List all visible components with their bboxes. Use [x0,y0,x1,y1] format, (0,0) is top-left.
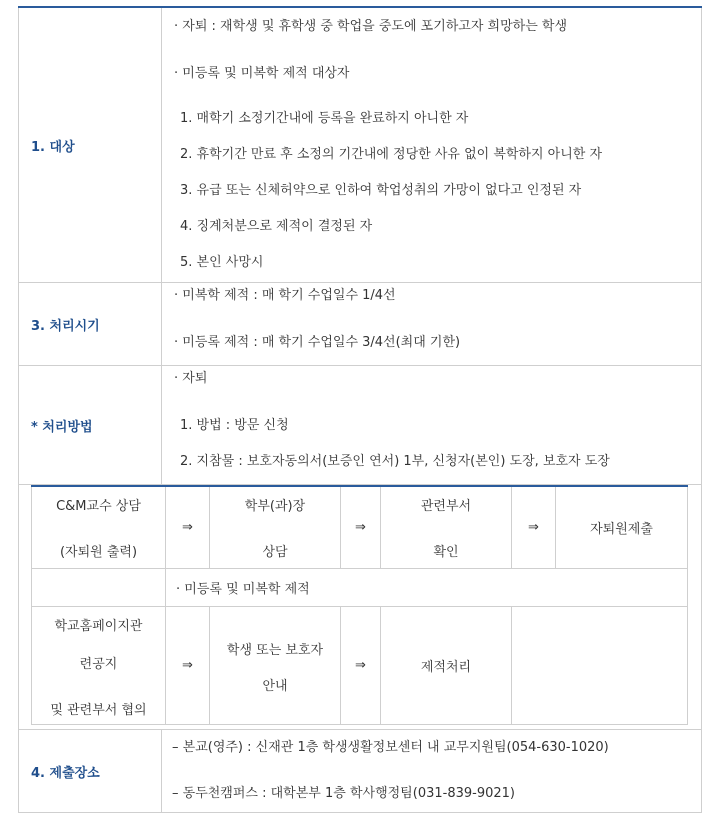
process-cell [19,485,702,730]
step-dean [210,486,341,568]
expulsion-heading-row [32,568,688,606]
process-table [31,485,688,725]
arrow-1: ⇒ [166,486,210,568]
method-label: * 처리방법 [19,366,162,485]
step-guidance [210,606,341,724]
step-counseling [32,486,166,568]
target-item-3: 3. 유급 또는 신체허약으로 인하여 학업성취의 가망이 없다고 인정된 자 [180,183,582,198]
method-content [162,366,702,485]
method-item-2: 2. 지참물 : 보호자동의서(보증인 연서) 1부, 신청자(본인) 도장, 보호자 도장 [180,454,610,469]
target-line-withdrawal: · 자퇴 : 재학생 및 휴학생 중 학업을 중도에 포기하고자 희망하는 학생 [174,19,568,34]
step-submit: 자퇴원제출 [556,486,688,568]
step-expulsion: 제적처리 [381,606,512,724]
empty-cell [32,568,166,606]
arrow-5: ⇒ [341,606,381,724]
timing-line-2: · 미등록 제적 : 매 학기 수업일수 3/4선(최대 기한) [174,335,461,350]
expulsion-process-row [32,606,688,724]
method-row [19,366,702,485]
step-dept-line2: 확인 [433,545,459,560]
place-line-yeongju: – 본교(영주) : 신재관 1층 학생생활정보센터 내 교무지원팀(054-630-1020) [172,740,609,755]
method-line-withdrawal: · 자퇴 [174,371,208,386]
step-dept-check [381,486,512,568]
step-notice-line1: 학교홈페이지관 [54,618,143,634]
step-notice-line2: 련공지 [79,656,118,672]
step-counseling-line2: (자퇴원 출력) [59,545,138,560]
step-notice [32,606,166,724]
step-counseling-line1: C&M교수 상담 [56,499,141,514]
step-dean-line1: 학부(과)장 [244,499,306,514]
target-item-4: 4. 징계처분으로 제적이 결정된 자 [180,219,373,234]
timing-content [162,283,702,366]
arrow-2: ⇒ [341,486,381,568]
step-guidance-line1: 학생 또는 보호자 [226,642,324,658]
step-notice-line3: 및 관련부서 협의 [50,702,147,718]
empty-cell-right [512,606,688,724]
process-row [19,485,702,730]
target-item-2: 2. 휴학기간 만료 후 소정의 기간내에 정당한 사유 없이 복학하지 아니한 자 [180,147,603,162]
place-row [19,730,702,813]
place-content [162,730,702,813]
target-item-5: 5. 본인 사망시 [180,255,264,270]
place-label: 4. 제출장소 [19,730,162,813]
timing-label: 3. 처리시기 [19,283,162,366]
place-line-dongducheon: – 동두천캠퍼스 : 대학본부 1층 학사행정팀(031-839-9021) [172,786,515,801]
step-guidance-line2: 안내 [262,678,288,694]
timing-row [19,283,702,366]
withdrawal-process-row [32,486,688,568]
method-item-1: 1. 방법 : 방문 신청 [180,418,289,433]
step-dept-line1: 관련부서 [420,499,472,514]
target-label: 1. 대상 [19,7,162,283]
expulsion-heading: · 미등록 및 미복학 제적 [166,568,688,606]
withdrawal-info-table [18,6,702,813]
target-item-1: 1. 매학기 소정기간내에 등록을 완료하지 아니한 자 [180,111,469,126]
target-content [162,7,702,283]
target-row [19,7,702,283]
arrow-3: ⇒ [512,486,556,568]
timing-line-1: · 미복학 제적 : 매 학기 수업일수 1/4선 [174,288,396,303]
target-line-expulsion: · 미등록 및 미복학 제적 대상자 [174,66,350,81]
step-dean-line2: 상담 [262,545,288,560]
arrow-4: ⇒ [166,606,210,724]
